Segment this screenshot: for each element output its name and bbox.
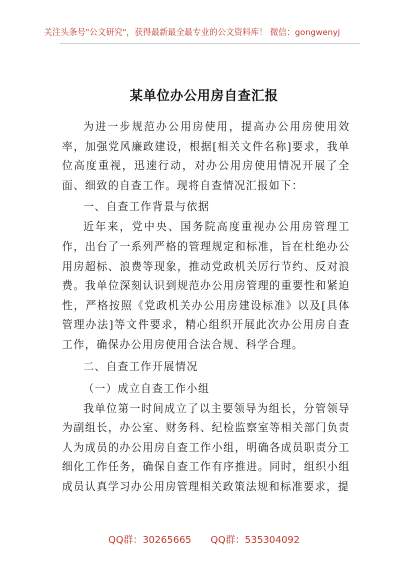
subsection-heading-team: （一）成立自查工作小组 <box>83 382 210 395</box>
header-banner: 关注头条号"公文研究"，获得最新最全最专业的公文资料库！ 微信：gongwenyj <box>44 27 341 37</box>
header-divider <box>60 43 360 44</box>
team-paragraph: 我单位第一时间成立了以主要领导为组长，分管领导为副组长，办公室、财务科、纪检监察室等相关部门负责人为成员的办公用房自查工作小组，明确各成员职责分工细化工作任务，确保自查工作有序推进。同时，组织小组成员认真学习办公用房管理相关政策法规和标准要求，提 <box>62 402 350 493</box>
document-title: 某单位办公用房自查汇报 <box>129 89 279 104</box>
document-body <box>62 118 350 498</box>
footer-qq-group-2: QQ群：535304092 <box>210 535 300 546</box>
intro-paragraph: 为进一步规范办公用房使用，提高办公用房使用效率，加强党风廉政建设，根据[相关文件名称]要求，我单位高度重视，迅速行动，对办公用房使用情况开展了全面、细致的自查工作。现将自查情况汇报如下： <box>62 121 350 192</box>
background-paragraph: 近年来，党中央、国务院高度重视办公用房管理工作，出台了一系列严格的管理规定和标准，旨在杜绝办公用房超标、浪费等现象，推动党政机关厉行节约、反对浪费。我单位深刻认识到规范办公用房管理的重要性和紧迫性，严格按照《党政机关办公用房建设标准》以及[具体管理办法]等文件要求，精心组织开展此次办公用房自查工作，确保办公用房使用合法合规、科学合理。 <box>62 221 350 351</box>
section-heading-background: 一、自查工作背景与依据 <box>83 201 210 214</box>
footer-qq-group-1: QQ群：30265665 <box>108 535 192 546</box>
section-heading-progress: 二、自查工作开展情况 <box>83 360 199 373</box>
footer-contact <box>0 534 408 548</box>
